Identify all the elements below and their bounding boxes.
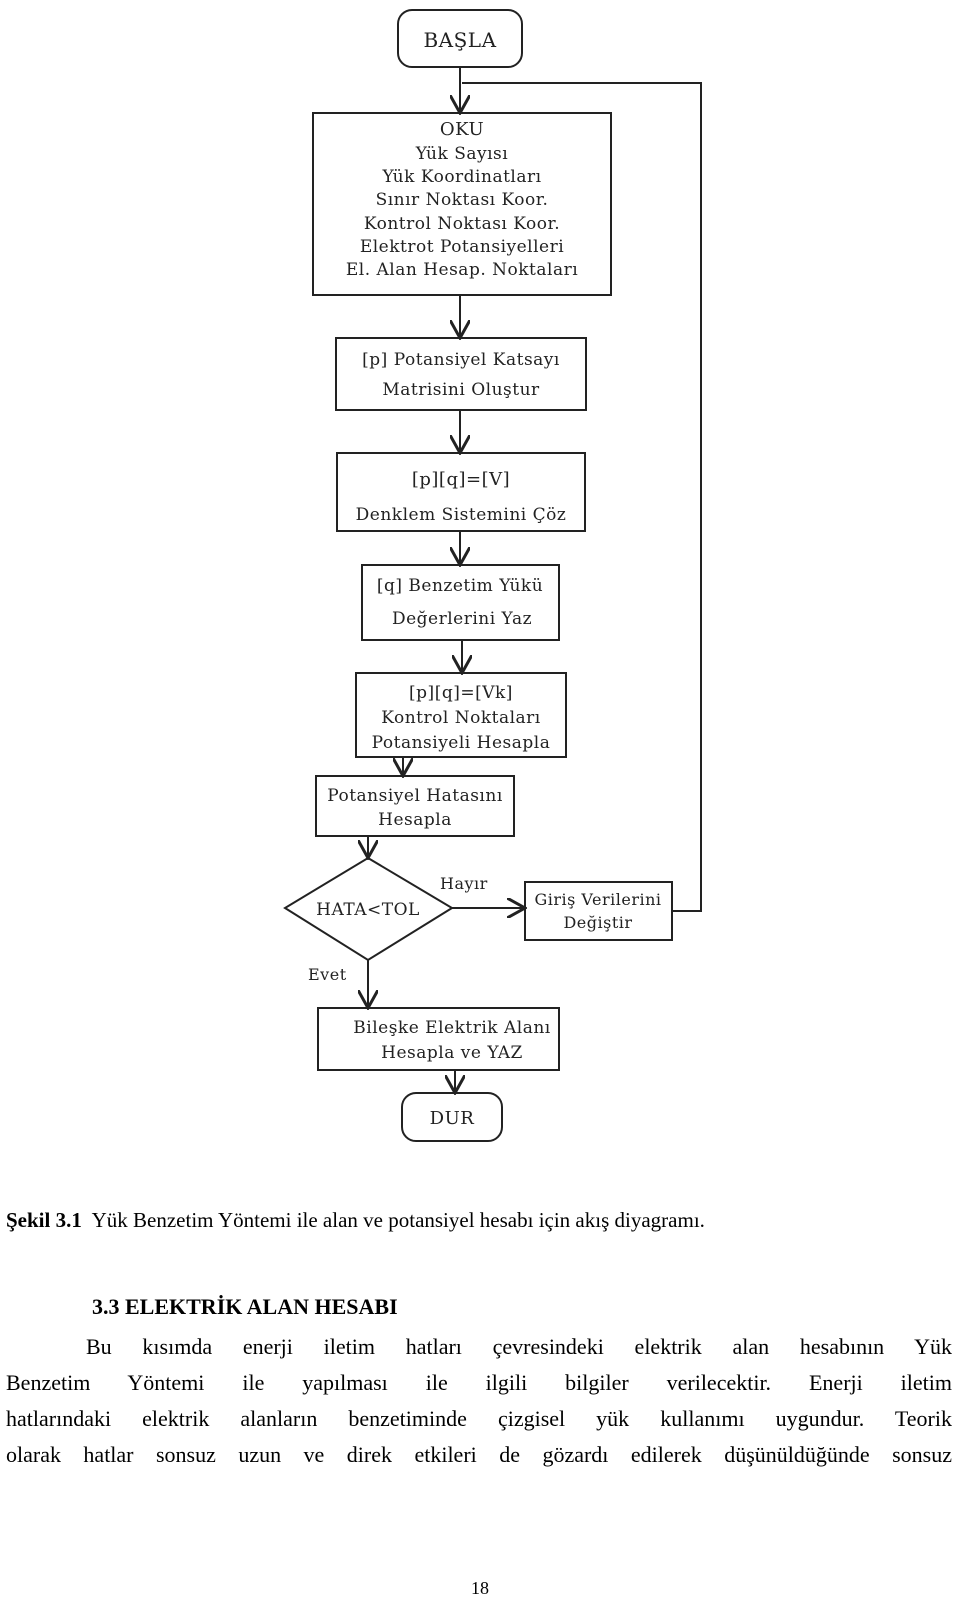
step3-line: Değerlerini Yaz bbox=[391, 609, 533, 629]
section-title: 3.3 ELEKTRİK ALAN HESABI bbox=[92, 1294, 398, 1319]
end-label: DUR bbox=[429, 1108, 475, 1129]
paragraph-line: Bu kısımda enerji iletim hatları çevresindeki elektrik alan hesabının Yük bbox=[86, 1334, 952, 1359]
decision-label: HATA<TOL bbox=[316, 900, 420, 920]
start-label: BAŞLA bbox=[423, 28, 497, 52]
figure-caption bbox=[6, 1208, 956, 1233]
read-line: Kontrol Noktası Koor. bbox=[363, 214, 561, 234]
paragraph-line: Benzetim Yöntemi ile yapılması ile ilgili bilgiler verilecektir. Enerji iletim bbox=[6, 1370, 952, 1395]
read-line: El. Alan Hesap. Noktaları bbox=[345, 260, 579, 280]
section-paragraph bbox=[6, 1329, 952, 1473]
step2-line: [p][q]=[V] bbox=[411, 469, 511, 490]
step5-line: Potansiyel Hatasını bbox=[327, 786, 503, 806]
yes-branch-label: Evet bbox=[308, 965, 347, 984]
read-line: OKU bbox=[439, 119, 485, 140]
result-line: Hesapla ve YAZ bbox=[381, 1043, 523, 1063]
step1-line: Matrisini Oluştur bbox=[382, 380, 540, 400]
step4-line: [p][q]=[Vk] bbox=[409, 683, 513, 703]
read-line: Yük Koordinatları bbox=[382, 167, 542, 187]
result-line: Bileşke Elektrik Alanı bbox=[353, 1018, 551, 1038]
paragraph-line: hatlarındaki elektrik alanların benzetiminde çizgisel yük kullanımı uygundur. Teorik bbox=[6, 1406, 952, 1431]
change-line: Giriş Verilerini bbox=[534, 890, 662, 909]
caption-text: Yük Benzetim Yöntemi ile alan ve potansiyel hesabı için akış diyagramı. bbox=[91, 1208, 705, 1232]
step4-line: Potansiyeli Hesapla bbox=[371, 733, 551, 753]
step2-line: Denklem Sistemini Çöz bbox=[355, 505, 567, 525]
read-line: Elektrot Potansiyelleri bbox=[359, 237, 565, 257]
paragraph-line: olarak hatlar sonsuz uzun ve direk etkileri de gözardı edilerek düşünüldüğünde sonsuz bbox=[6, 1442, 952, 1467]
step5-line: Hesapla bbox=[378, 810, 452, 830]
caption-label: Şekil 3.1 bbox=[6, 1208, 82, 1232]
step3-line: [q] Benzetim Yükü bbox=[376, 576, 544, 596]
step1-line: [p] Potansiyel Katsayı bbox=[362, 350, 560, 370]
page-number: 18 bbox=[471, 1578, 489, 1598]
step4-line: Kontrol Noktaları bbox=[381, 708, 541, 728]
read-line: Sınır Noktası Koor. bbox=[375, 190, 549, 210]
read-line: Yük Sayısı bbox=[415, 144, 509, 164]
change-line: Değiştir bbox=[563, 913, 633, 932]
no-branch-label: Hayır bbox=[440, 874, 488, 893]
